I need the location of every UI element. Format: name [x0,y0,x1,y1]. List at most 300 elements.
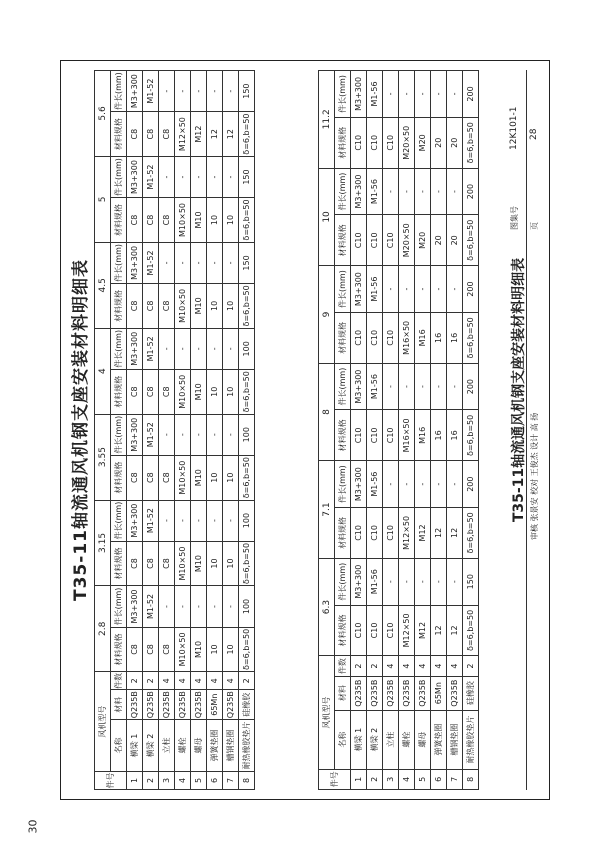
cell-no: 1 [351,769,367,789]
cell-qty: 4 [383,656,399,676]
cell-length: 100 [239,500,255,541]
cell-length: - [207,328,223,369]
cell-spec: M12×50 [399,508,415,559]
cell-spec: C8 [143,198,159,243]
cell-spec: C8 [127,369,143,414]
cell-spec: C8 [143,284,159,329]
cell-name: 螺栓 [399,710,415,769]
cell-length: - [447,461,463,508]
atlas-number: 12K101-1 [509,106,519,150]
cell-spec: C10 [367,508,383,559]
cell-name: 横梁 1 [127,720,143,772]
cell-length: M3+300 [127,586,143,627]
cell-length: - [431,461,447,508]
cell-spec: M12×50 [175,112,191,157]
cell-length: - [191,586,207,627]
cell-length: - [431,71,447,118]
cell-spec: C8 [127,112,143,157]
cell-spec: C10 [383,410,399,461]
cell-spec: C10 [351,410,367,461]
cell-length: M3+300 [351,558,367,605]
cell-no: 5 [191,771,207,789]
table-row [415,71,431,790]
table-row [175,71,191,790]
cell-spec: M10×50 [175,369,191,414]
cell-length: M1-52 [143,71,159,112]
cell-qty: 2 [127,672,143,690]
cell-spec: C10 [367,410,383,461]
table-row [159,71,175,790]
col-length: 件长(mm) [335,363,351,410]
col-spec: 材料规格 [111,369,127,414]
cell-spec: M16×50 [399,312,415,363]
cell-name: 弹簧垫圈 [431,710,447,769]
cell-length: - [447,266,463,313]
cell-name: 槽钢垫圈 [223,720,239,772]
table-row [399,71,415,790]
cell-spec: δ=6,b=50 [463,508,479,559]
cell-spec: C10 [367,117,383,168]
cell-material: 65Mn [431,676,447,710]
title-block-title: T35-11轴流通风机钢支座安装材料明细表 [511,257,527,523]
cell-qty: 4 [175,672,191,690]
cell-length: 100 [239,586,255,627]
cell-spec: M10×50 [175,541,191,586]
cell-spec: M10 [191,369,207,414]
cell-spec: M10 [191,541,207,586]
cell-spec: 10 [207,369,223,414]
cell-spec: M20×50 [399,117,415,168]
cell-no: 3 [159,771,175,789]
cell-spec: C8 [127,627,143,672]
cell-qty: 4 [191,672,207,690]
cell-length: - [175,414,191,455]
cell-name: 耐热橡胶垫片 [463,710,479,769]
cell-spec: δ=6,b=50 [239,541,255,586]
cell-length: - [223,414,239,455]
cell-length: M1-56 [367,168,383,215]
cell-length: 200 [463,168,479,215]
cell-length: - [159,242,175,283]
cell-spec: 10 [223,284,239,329]
cell-spec: M20 [415,215,431,266]
cell-length: - [383,266,399,313]
cell-spec: M10 [191,198,207,243]
cell-length: 100 [239,328,255,369]
cell-length: - [415,461,431,508]
cell-length: M3+300 [127,328,143,369]
cell-no: 4 [175,771,191,789]
cell-spec: 10 [207,541,223,586]
cell-spec: C8 [159,627,175,672]
cell-spec: C8 [143,541,159,586]
model-header: 6.3 [319,558,335,656]
cell-length: - [399,168,415,215]
cell-length: - [383,558,399,605]
cell-length: - [447,71,463,118]
cell-qty: 4 [447,656,463,676]
table-row [463,71,479,790]
cell-spec: C10 [367,605,383,656]
cell-length: - [399,558,415,605]
cell-spec: M16×50 [399,410,415,461]
cell-length: - [159,156,175,197]
cell-spec: δ=6,b=50 [463,605,479,656]
cell-length: - [431,266,447,313]
col-length: 件长(mm) [335,461,351,508]
cell-no: 4 [399,769,415,789]
col-length: 件长(mm) [111,156,127,197]
cell-spec: C10 [367,312,383,363]
cell-length: - [415,168,431,215]
cell-qty: 2 [367,656,383,676]
cell-spec: M16 [415,410,431,461]
cell-material: Q235B [447,676,463,710]
cell-length: - [383,71,399,118]
model-header: 5 [95,156,111,242]
cell-spec: M12 [415,605,431,656]
page-number-block: 28 [529,128,539,140]
cell-length: M1-56 [367,71,383,118]
cell-no: 6 [431,769,447,789]
cell-length: - [223,156,239,197]
col-length: 件长(mm) [111,328,127,369]
cell-length: - [159,328,175,369]
cell-qty: 2 [463,656,479,676]
cell-spec: C8 [143,369,159,414]
cell-no: 3 [383,769,399,789]
cell-length: - [223,586,239,627]
cell-material: Q235B [383,676,399,710]
cell-length: - [223,242,239,283]
cell-no: 8 [239,771,255,789]
cell-no: 6 [207,771,223,789]
cell-spec: 10 [223,455,239,500]
cell-qty: 4 [415,656,431,676]
cell-spec: 16 [431,410,447,461]
cell-spec: C8 [127,284,143,329]
model-header: 2.8 [95,586,111,672]
cell-name: 立柱 [383,710,399,769]
materials-table-small [94,70,255,790]
cell-spec: 10 [223,369,239,414]
col-name: 名称 [111,720,127,772]
drawing-sheet [40,40,570,820]
page-label: 页 [530,222,539,230]
cell-length: - [223,500,239,541]
cell-spec: C8 [159,198,175,243]
rotated-content [60,60,550,800]
cell-length: - [431,168,447,215]
cell-material: Q235B [399,676,415,710]
col-spec: 材料规格 [111,627,127,672]
cell-spec: C8 [143,112,159,157]
cell-spec: C8 [127,541,143,586]
col-spec: 材料规格 [335,508,351,559]
cell-length: 200 [463,363,479,410]
cell-name: 槽钢垫圈 [447,710,463,769]
cell-length: - [175,156,191,197]
cell-spec: δ=6,b=50 [239,112,255,157]
cell-qty: 2 [351,656,367,676]
cell-length: M1-52 [143,156,159,197]
cell-name: 横梁 1 [351,710,367,769]
cell-length: - [175,328,191,369]
cell-spec: C10 [351,312,367,363]
cell-spec: 10 [223,627,239,672]
col-seq: 件号 [95,771,127,789]
cell-name: 横梁 2 [143,720,159,772]
cell-length: - [399,363,415,410]
cell-spec: C8 [159,369,175,414]
col-length: 件长(mm) [335,168,351,215]
cell-spec: M10×50 [175,198,191,243]
cell-length: - [191,500,207,541]
cell-spec: 12 [447,508,463,559]
col-length: 件长(mm) [111,500,127,541]
table-row [431,71,447,790]
cell-length: - [159,586,175,627]
cell-spec: C10 [367,215,383,266]
col-spec: 材料规格 [335,215,351,266]
cell-spec: C8 [127,455,143,500]
cell-spec: 10 [223,541,239,586]
cell-spec: 20 [447,215,463,266]
cell-length: - [207,242,223,283]
cell-spec: δ=6,b=50 [239,198,255,243]
cell-no: 7 [223,771,239,789]
cell-spec: C10 [351,215,367,266]
cell-spec: δ=6,b=50 [239,455,255,500]
cell-length: - [399,71,415,118]
cell-spec: 10 [207,284,223,329]
table-row [447,71,463,790]
cell-spec: δ=6,b=50 [463,410,479,461]
col-spec: 材料规格 [111,455,127,500]
model-header: 7.1 [319,461,335,559]
cell-spec: C8 [159,284,175,329]
cell-spec: C10 [383,605,399,656]
table-row [143,71,159,790]
cell-material: Q235B [159,690,175,720]
cell-length: M3+300 [351,168,367,215]
cell-spec: 16 [447,410,463,461]
cell-length: - [223,71,239,112]
cell-name: 螺栓 [175,720,191,772]
header-row [319,71,335,790]
cell-spec: δ=6,b=50 [463,117,479,168]
col-length: 件长(mm) [111,242,127,283]
cell-length: 200 [463,461,479,508]
cell-length: M1-52 [143,500,159,541]
cell-spec: 10 [207,198,223,243]
table-row [383,71,399,790]
table-row [351,71,367,790]
cell-length: M1-56 [367,266,383,313]
cell-length: - [399,266,415,313]
cell-length: - [191,242,207,283]
cell-length: M3+300 [351,461,367,508]
cell-material: 硅橡胶 [239,690,255,720]
cell-length: M3+300 [127,414,143,455]
cell-name: 弹簧垫圈 [207,720,223,772]
table-row [223,71,239,790]
cell-length: - [175,500,191,541]
cell-no: 8 [463,769,479,789]
cell-length: - [191,328,207,369]
cell-no: 7 [447,769,463,789]
cell-length: - [159,500,175,541]
cell-length: - [175,242,191,283]
cell-length: 150 [463,558,479,605]
cell-spec: M12 [191,112,207,157]
col-name: 名称 [335,710,351,769]
cell-length: - [175,71,191,112]
cell-name: 立柱 [159,720,175,772]
cell-spec: C10 [383,508,399,559]
cell-length: - [383,363,399,410]
cell-spec: δ=6,b=50 [239,284,255,329]
cell-spec: M12×50 [399,605,415,656]
cell-spec: C10 [383,117,399,168]
cell-spec: 20 [431,117,447,168]
cell-length: - [207,500,223,541]
cell-length: - [415,558,431,605]
table-row [127,71,143,790]
cell-material: Q235B [351,676,367,710]
cell-spec: M10×50 [175,284,191,329]
cell-qty: 4 [207,672,223,690]
cell-spec: 12 [431,605,447,656]
col-qty: 件数 [111,672,127,690]
cell-spec: δ=6,b=50 [239,627,255,672]
col-length: 件长(mm) [111,71,127,112]
cell-length: - [383,168,399,215]
cell-length: - [399,461,415,508]
col-length: 件长(mm) [335,266,351,313]
cell-spec: C10 [351,117,367,168]
cell-length: 150 [239,71,255,112]
cell-length: - [415,266,431,313]
cell-length: M1-56 [367,558,383,605]
col-length: 件长(mm) [111,414,127,455]
model-header: 11.2 [319,71,335,169]
cell-name: 横梁 2 [367,710,383,769]
cell-spec: C10 [351,508,367,559]
cell-spec: C10 [351,605,367,656]
cell-spec: M10×50 [175,627,191,672]
cell-name: 耐热橡胶垫片 [239,720,255,772]
col-length: 件长(mm) [335,71,351,118]
cell-spec: 12 [207,112,223,157]
cell-spec: 12 [431,508,447,559]
cell-spec: M10 [191,627,207,672]
table-row [367,71,383,790]
cell-spec: C8 [159,112,175,157]
cell-length: - [207,156,223,197]
cell-length: M3+300 [127,500,143,541]
page-number: 30 [26,819,40,834]
cell-spec: M12 [415,508,431,559]
cell-qty: 2 [143,672,159,690]
cell-material: 硅橡胶 [463,676,479,710]
cell-length: - [431,558,447,605]
cell-material: Q235B [191,690,207,720]
cell-spec: 12 [223,112,239,157]
cell-material: Q235B [223,690,239,720]
cell-name: 螺母 [415,710,431,769]
col-material: 材料 [335,676,351,710]
cell-spec: M20 [415,117,431,168]
model-header: 3.15 [95,500,111,586]
cell-material: Q235B [367,676,383,710]
cell-spec: 10 [207,455,223,500]
cell-spec: M10 [191,284,207,329]
atlas-label: 图集号 [510,206,519,230]
cell-length: M3+300 [351,266,367,313]
cell-spec: M10 [191,455,207,500]
cell-qty: 4 [223,672,239,690]
col-spec: 材料规格 [111,112,127,157]
model-header: 4 [95,328,111,414]
cell-length: M1-52 [143,414,159,455]
col-qty: 件数 [335,656,351,676]
col-spec: 材料规格 [335,117,351,168]
model-header: 9 [319,266,335,364]
cell-spec: δ=6,b=50 [239,369,255,414]
cell-length: M1-52 [143,242,159,283]
cell-length: - [207,586,223,627]
col-spec: 材料规格 [335,605,351,656]
title-block [508,70,542,790]
col-seq: 件号 [319,769,351,789]
cell-no: 5 [415,769,431,789]
cell-length: - [207,414,223,455]
model-header: 8 [319,363,335,461]
cell-spec: C8 [127,198,143,243]
cell-length: - [191,156,207,197]
cell-no: 2 [367,769,383,789]
cell-qty: 4 [431,656,447,676]
table-row [239,71,255,790]
cell-length: - [447,363,463,410]
cell-spec: δ=6,b=50 [463,312,479,363]
cell-length: - [175,586,191,627]
col-spec: 材料规格 [111,284,127,329]
cell-spec: δ=6,b=50 [463,215,479,266]
cell-length: M1-52 [143,328,159,369]
cell-length: - [415,363,431,410]
signature-row: 审核 张景安 校对 王俊杰 设计 高 扬 [530,412,539,540]
cell-length: M1-56 [367,461,383,508]
table-row [191,71,207,790]
cell-length: M3+300 [127,242,143,283]
cell-spec: 12 [447,605,463,656]
col-fan-model: 风机型号 [95,672,111,772]
cell-material: Q235B [127,690,143,720]
cell-spec: C8 [159,541,175,586]
cell-length: - [191,414,207,455]
cell-spec: 10 [223,198,239,243]
cell-spec: C8 [159,455,175,500]
model-header: 3.55 [95,414,111,500]
cell-spec: C10 [383,312,399,363]
cell-length: 150 [239,242,255,283]
cell-spec: C10 [383,215,399,266]
col-material: 材料 [111,690,127,720]
cell-length: - [159,71,175,112]
cell-length: - [159,414,175,455]
